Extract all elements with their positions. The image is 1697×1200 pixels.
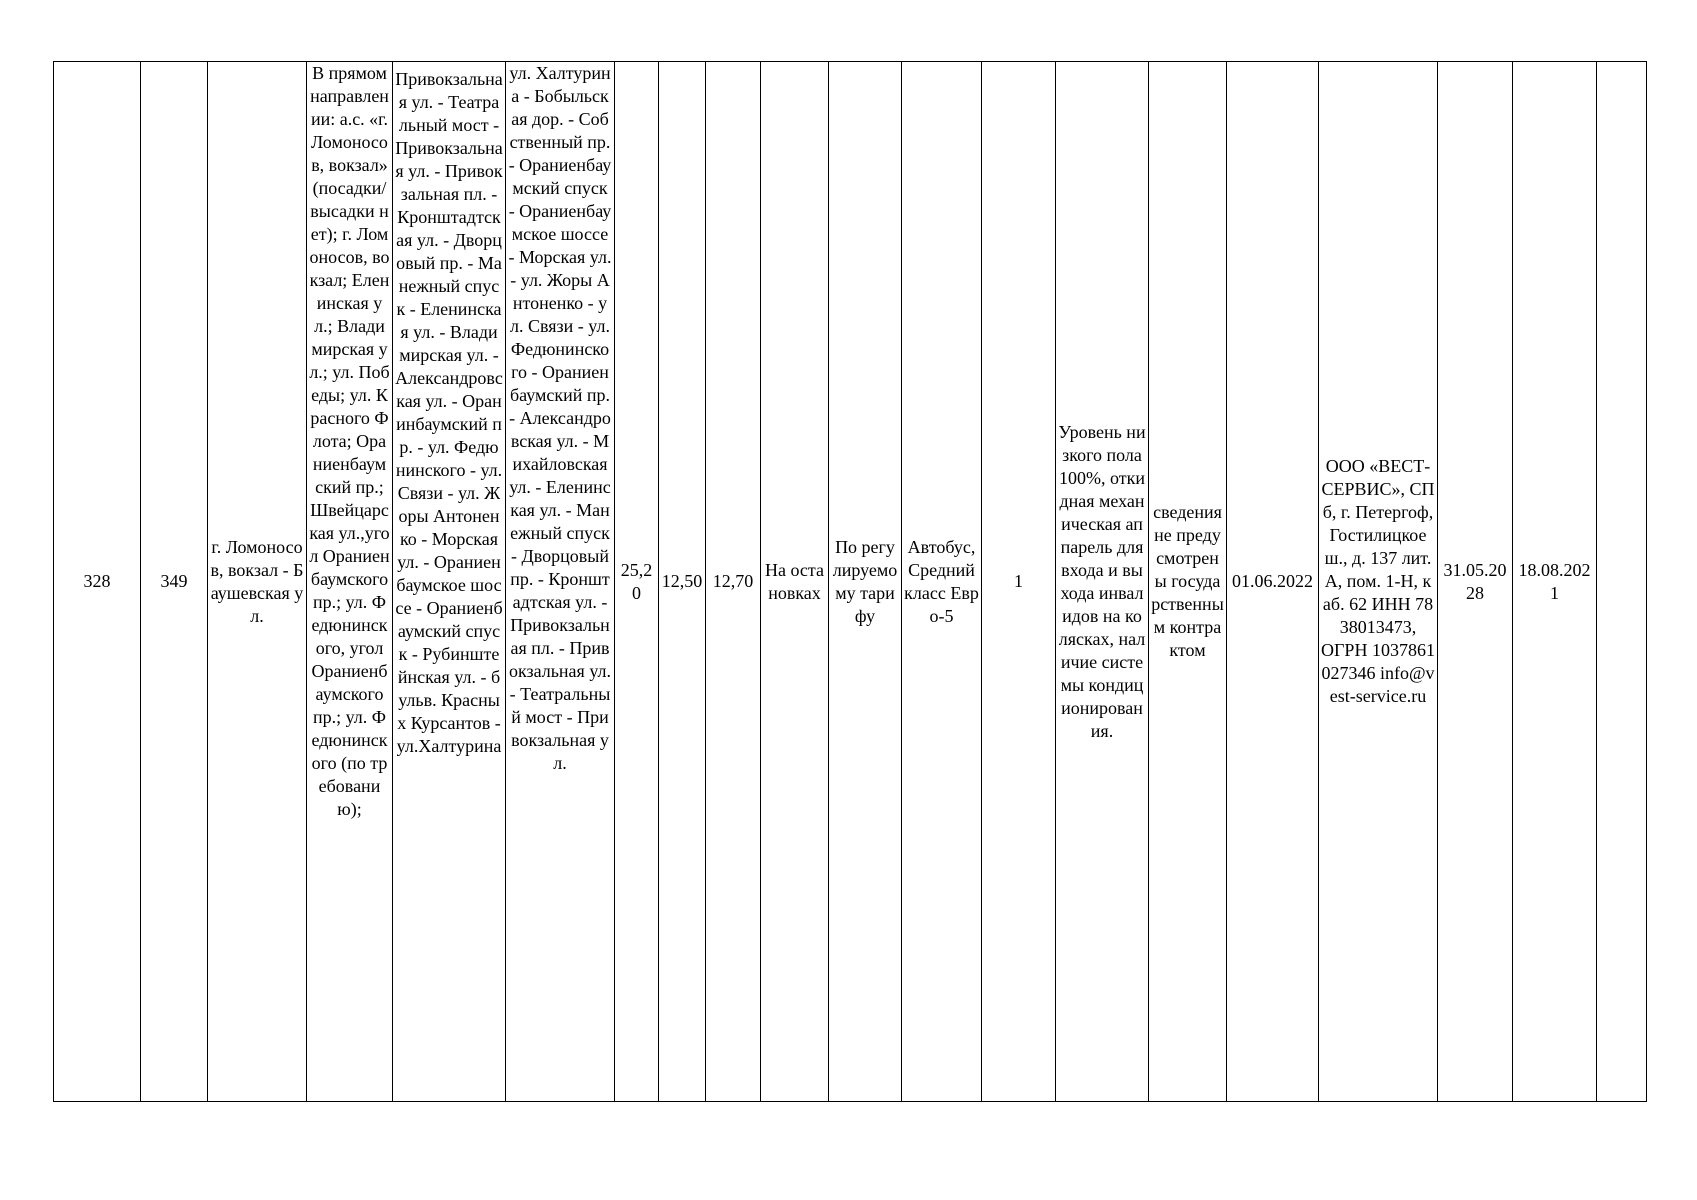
boarding-procedure-cell: На остановках (761, 62, 829, 1102)
stops-cell: В прямом направлении: а.с. «г. Ломоносов, вокзал» (посадки/высадки нет); г. Ломоносов, вокзал; Еленинская ул.; Владимирская ул.; ул. Победы; ул. Красного Флота; Ораниенбаумский пр.; Швейцарская ул.,угол Ораниенбаумского пр.; ул. Федюнинского, угол Ораниенбаумского пр.; ул. Федюнинского (по требованию); (307, 62, 393, 1102)
streets-forward-cell: Привокзальная ул. - Театральный мост - Привокзальная ул. - Привокзальная пл. - Кронштадтская ул. - Дворцовый пр. - Манежный спуск - Еленинская ул. - Владимирская ул. - Александровская ул. - Оранинбаумский пр. - ул. Федюнинского - ул. Связи - ул. Жоры Антоненко - Морская ул. - Ораниенбаумское шоссе - Ораниенбаумский спуск - Рубинштейнская ул. - бульв. Красных Курсантов - ул.Халтурина (393, 62, 506, 1102)
registry-number-cell: 328 (54, 62, 141, 1102)
end-date-cell: 31.05.2028 (1438, 62, 1513, 1102)
route-number-cell: 349 (141, 62, 208, 1102)
start-date-cell: 01.06.2022 (1227, 62, 1319, 1102)
vehicle-class-cell: Автобус, Средний класс Евро-5 (902, 62, 982, 1102)
carrier-cell: ООО «ВЕСТ-СЕРВИС», СПб, г. Петергоф, Гостилицкое ш., д. 137 лит. А, пом. 1-Н, каб. 62 ИНН 7838013473, ОГРН 1037861027346 info@vest-service.ru (1319, 62, 1438, 1102)
table-row (54, 62, 1647, 1102)
contract-info-cell: сведения не предусмотрены государственным контрактом (1149, 62, 1227, 1102)
vehicle-count-cell: 1 (982, 62, 1056, 1102)
empty-cell (1597, 62, 1647, 1102)
tariff-type-cell: По регулируемому тарифу (829, 62, 902, 1102)
vehicle-characteristics-cell: Уровень низкого пола 100%, откидная механическая аппарель для входа и выхода инвалидов на колясках, наличие системы кондиционирования. (1056, 62, 1149, 1102)
length-forward-cell: 12,50 (659, 62, 706, 1102)
route-register-table (53, 61, 1647, 1102)
route-name-cell: г. Ломоносов, вокзал - Баушевская ул. (208, 62, 307, 1102)
length-total-cell: 25,20 (615, 62, 659, 1102)
streets-backward-cell: ул. Халтурина - Бобыльская дор. - Собственный пр. - Ораниенбаумский спуск - Ораниенбаумское шоссе - Морская ул. - ул. Жоры Антоненко - ул. Связи - ул. Федюнинского - Ораниенбаумский пр. - Александровская ул. - Михайловская ул. - Еленинская ул. - Манежный спуск - Дворцовый пр. - Кронштадтская ул. - Привокзальная пл. - Привокзальная ул. - Театральный мост - Привокзальная ул. (506, 62, 615, 1102)
registration-date-cell: 18.08.2021 (1513, 62, 1597, 1102)
length-backward-cell: 12,70 (706, 62, 761, 1102)
